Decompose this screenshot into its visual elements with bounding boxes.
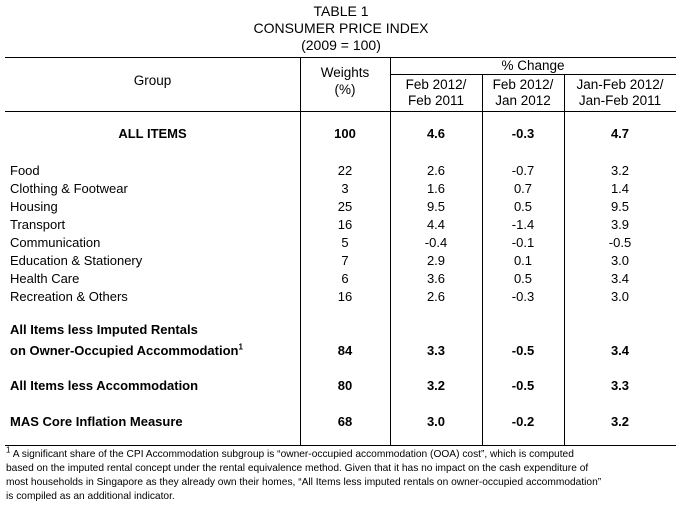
table-row-v3: 1.4 [610, 181, 630, 196]
header-pct-change: % Change [501, 58, 565, 73]
table-row-weight: 22 [337, 163, 353, 178]
all-items-v2: -0.3 [511, 126, 535, 141]
table-row-v1: 1.6 [426, 181, 446, 196]
header-weights-unit: (%) [334, 82, 356, 97]
table-row-label: Education & Stationery [10, 253, 143, 268]
less-ooa-label-line1: All Items less Imputed Rentals [10, 322, 198, 337]
table-row-v3: -0.5 [608, 235, 632, 250]
less-accom-weight: 80 [337, 378, 353, 393]
table-title: CONSUMER PRICE INDEX [253, 20, 429, 36]
table-row-v2: 0.7 [513, 181, 533, 196]
mas-core-v2: -0.2 [511, 414, 535, 429]
less-ooa-label-line2: on Owner-Occupied Accommodation$^1$ [10, 342, 243, 358]
table-row-v1: 3.6 [426, 271, 446, 286]
table-row-v1: 9.5 [426, 199, 446, 214]
footnote-line3: most households in Singapore as they already own their homes, “All Items less imputed rentals on owner-occupied accommodation” [6, 477, 602, 488]
header-col1-l2: Feb 2011 [407, 93, 465, 108]
table-row-v2: 0.5 [513, 271, 533, 286]
all-items-label: ALL ITEMS [118, 126, 187, 141]
table-row-label: Health Care [10, 271, 80, 286]
table-row-weight: 6 [341, 271, 349, 286]
table-row-label: Recreation & Others [10, 289, 128, 304]
all-items-v3: 4.7 [610, 126, 630, 141]
mas-core-v1: 3.0 [426, 414, 446, 429]
table-row-v1: 2.6 [426, 289, 446, 304]
footnote-line1: $^1$ A significant share of the CPI Accommodation subgroup is “owner-occupied accommodation (OOA) cost”, which is computed [6, 445, 574, 460]
footnote-mark: 1 [6, 445, 11, 455]
table-row-weight: 16 [337, 217, 353, 232]
table-row-v1: 2.9 [426, 253, 446, 268]
table-row-v1: -0.4 [424, 235, 448, 250]
table-row-label: Food [10, 163, 40, 178]
table-row-v2: -0.7 [511, 163, 535, 178]
table-row-label: Clothing & Footwear [10, 181, 128, 196]
header-col2-l2: Jan 2012 [495, 93, 551, 108]
table-row-weight: 3 [341, 181, 349, 196]
header-col3-l1: Jan-Feb 2012/ [576, 77, 664, 92]
all-items-weight: 100 [334, 126, 356, 141]
table-row-v3: 3.0 [610, 289, 630, 304]
less-accom-v3: 3.3 [610, 378, 630, 393]
table-row-v3: 3.0 [610, 253, 630, 268]
header-bottom-rule [5, 111, 676, 112]
footnote-marker: 1 [238, 342, 243, 352]
mas-core-v3: 3.2 [610, 414, 630, 429]
table-row-v3: 9.5 [610, 199, 630, 214]
table-row-v3: 3.4 [610, 271, 630, 286]
table-row-v3: 3.2 [610, 163, 630, 178]
table-row-weight: 7 [341, 253, 349, 268]
table-row-v2: 0.5 [513, 199, 533, 214]
header-weights: Weights [320, 65, 370, 80]
table-row-weight: 5 [341, 235, 349, 250]
base-year: (2009 = 100) [301, 37, 381, 53]
less-accom-label: All Items less Accommodation [10, 378, 199, 393]
table-row-weight: 25 [337, 199, 353, 214]
header-group: Group [133, 73, 172, 88]
table-row-v2: -0.3 [511, 289, 535, 304]
footnote-line2: based on the imputed rental concept under the rental equivalence method. Given that it has no impact on the cash expenditure of [6, 463, 589, 474]
table-row-v1: 4.4 [426, 217, 446, 232]
less-ooa-v3: 3.4 [610, 343, 630, 358]
all-items-v1: 4.6 [426, 126, 446, 141]
header-col3-l2: Jan-Feb 2011 [578, 93, 662, 108]
mas-core-label: MAS Core Inflation Measure [10, 414, 183, 429]
less-ooa-v2: -0.5 [511, 343, 535, 358]
mas-core-weight: 68 [337, 414, 353, 429]
table-number: TABLE 1 [313, 3, 369, 19]
table-row-v3: 3.9 [610, 217, 630, 232]
table-row-v2: 0.1 [513, 253, 533, 268]
table-row-label: Communication [10, 235, 101, 250]
table-row-label: Transport [10, 217, 66, 232]
footnote-line4: is compiled as an additional indicator. [6, 491, 175, 502]
less-accom-v2: -0.5 [511, 378, 535, 393]
table-row-v1: 2.6 [426, 163, 446, 178]
table-bottom-rule [5, 445, 676, 446]
pct-change-rule [390, 74, 676, 75]
less-ooa-weight: 84 [337, 343, 353, 358]
header-col1-l1: Feb 2012/ [405, 77, 467, 92]
less-ooa-v1: 3.3 [426, 343, 446, 358]
header-col2-l1: Feb 2012/ [492, 77, 554, 92]
table-row-v2: -0.1 [511, 235, 535, 250]
table-row-label: Housing [10, 199, 58, 214]
table-row-v2: -1.4 [511, 217, 535, 232]
table-row-weight: 16 [337, 289, 353, 304]
less-accom-v1: 3.2 [426, 378, 446, 393]
